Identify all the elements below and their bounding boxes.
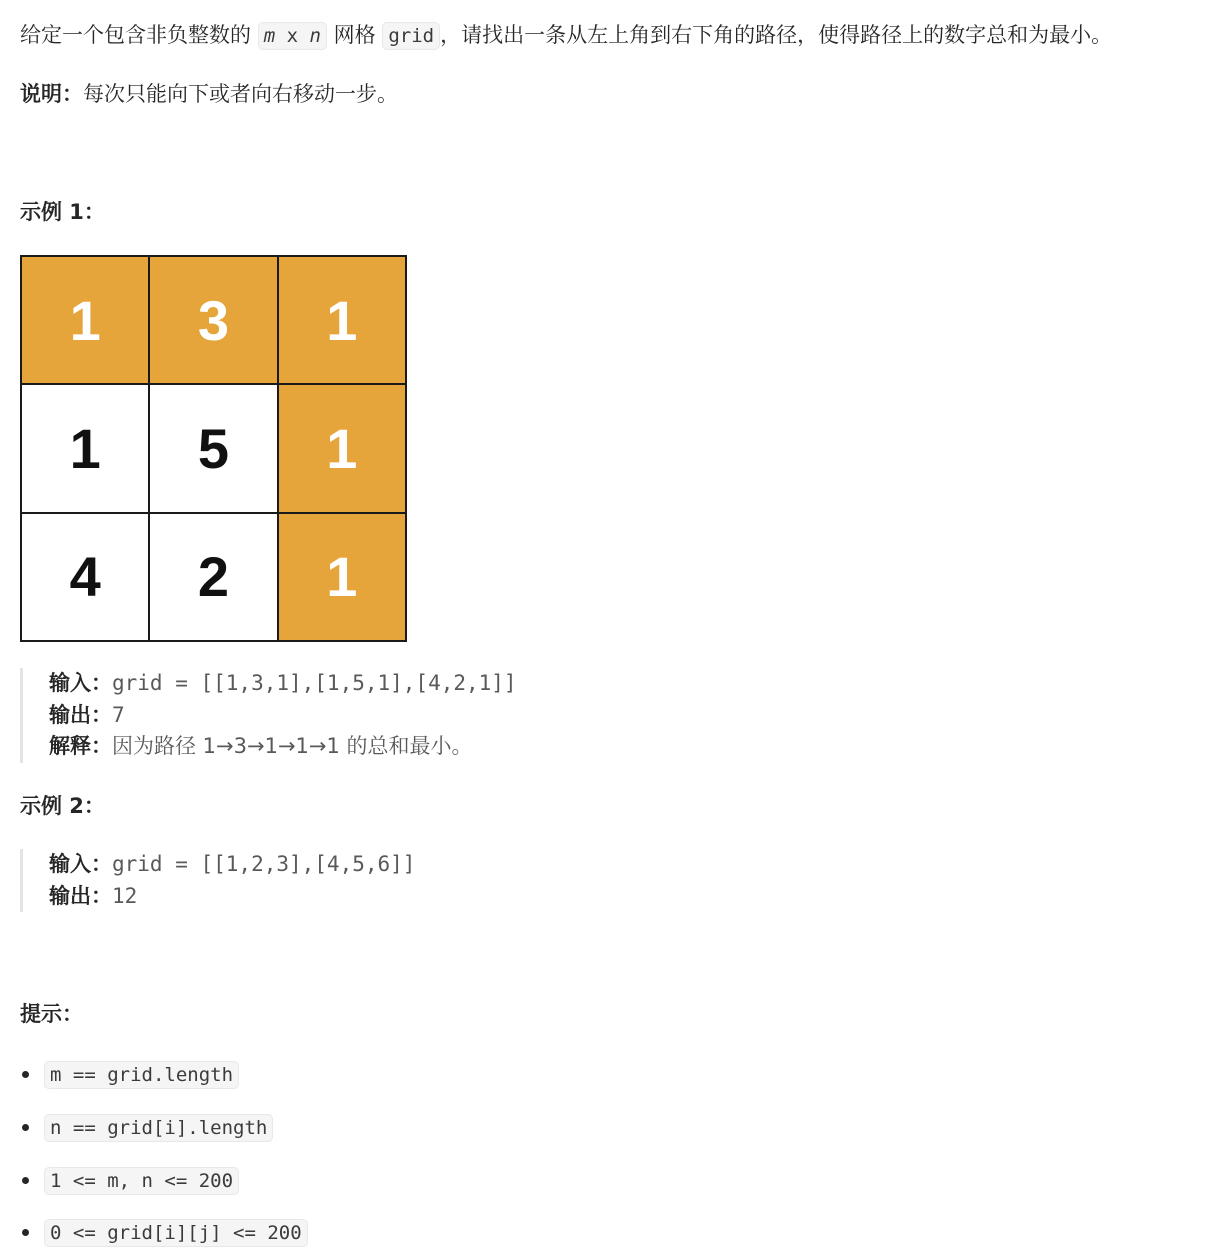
input-label: 输入： (49, 852, 112, 876)
hint-item (22, 1166, 239, 1195)
example-1-heading: 示例 1： (20, 200, 105, 224)
example-2-input-line (49, 849, 415, 881)
hint-item (22, 1113, 273, 1142)
grid-cell: 5 (150, 385, 276, 511)
hint-code: 1 <= m, n <= 200 (44, 1167, 239, 1195)
bullet-icon (22, 1229, 29, 1236)
description-prefix: 给定一个包含非负整数的 (20, 23, 251, 47)
code-n: n (309, 25, 321, 47)
explanation-label: 解释： (49, 734, 112, 758)
example-1-block (20, 668, 517, 763)
note-label: 说明： (20, 82, 83, 106)
output-value: 12 (112, 883, 138, 908)
description-suffix: ，请找出一条从左上角到右下角的路径，使得路径上的数字总和为最小。 (440, 23, 1113, 47)
output-value: 7 (112, 702, 125, 727)
example-2-heading: 示例 2： (20, 794, 105, 818)
input-value: grid = [[1,3,1],[1,5,1],[4,2,1]] (112, 671, 517, 695)
code-x: x (286, 25, 299, 47)
grid-cell-on-path: 3 (150, 257, 276, 383)
note-text: 每次只能向下或者向右移动一步。 (83, 82, 398, 106)
description-middle: 网格 (333, 23, 376, 47)
hints-heading: 提示： (20, 1002, 83, 1026)
hint-code: 0 <= grid[i][j] <= 200 (44, 1219, 308, 1247)
grid-cell-on-path: 1 (279, 385, 405, 511)
grid-cell: 4 (22, 514, 148, 640)
example-2-output-line (49, 881, 415, 913)
example-1-explanation-line (49, 731, 517, 763)
explanation-value: 因为路径 1→3→1→1→1 的总和最小。 (112, 734, 473, 758)
example-2-block (20, 849, 415, 912)
inline-code-grid: grid (382, 22, 440, 50)
inline-code-m-x-n (258, 22, 327, 50)
input-value: grid = [[1,2,3],[4,5,6]] (112, 852, 416, 876)
hint-item (22, 1218, 308, 1247)
output-label: 输出： (49, 883, 112, 908)
bullet-icon (22, 1124, 29, 1131)
grid-cell: 1 (22, 385, 148, 511)
hint-code: n == grid[i].length (44, 1114, 273, 1142)
grid-cell-on-path: 1 (22, 257, 148, 383)
bullet-icon (22, 1071, 29, 1078)
code-m: m (263, 25, 276, 47)
note (20, 79, 398, 109)
example-1-grid-figure (20, 255, 407, 642)
input-label: 输入： (49, 671, 112, 695)
grid-cell: 2 (150, 514, 276, 640)
hint-item (22, 1060, 239, 1089)
grid-cell-on-path: 1 (279, 257, 405, 383)
problem-description (20, 20, 1112, 50)
grid-cell-on-path: 1 (279, 514, 405, 640)
bullet-icon (22, 1177, 29, 1184)
hint-code: m == grid.length (44, 1061, 239, 1089)
example-1-input-line (49, 668, 517, 700)
output-label: 输出： (49, 702, 112, 727)
example-1-output-line (49, 700, 517, 732)
